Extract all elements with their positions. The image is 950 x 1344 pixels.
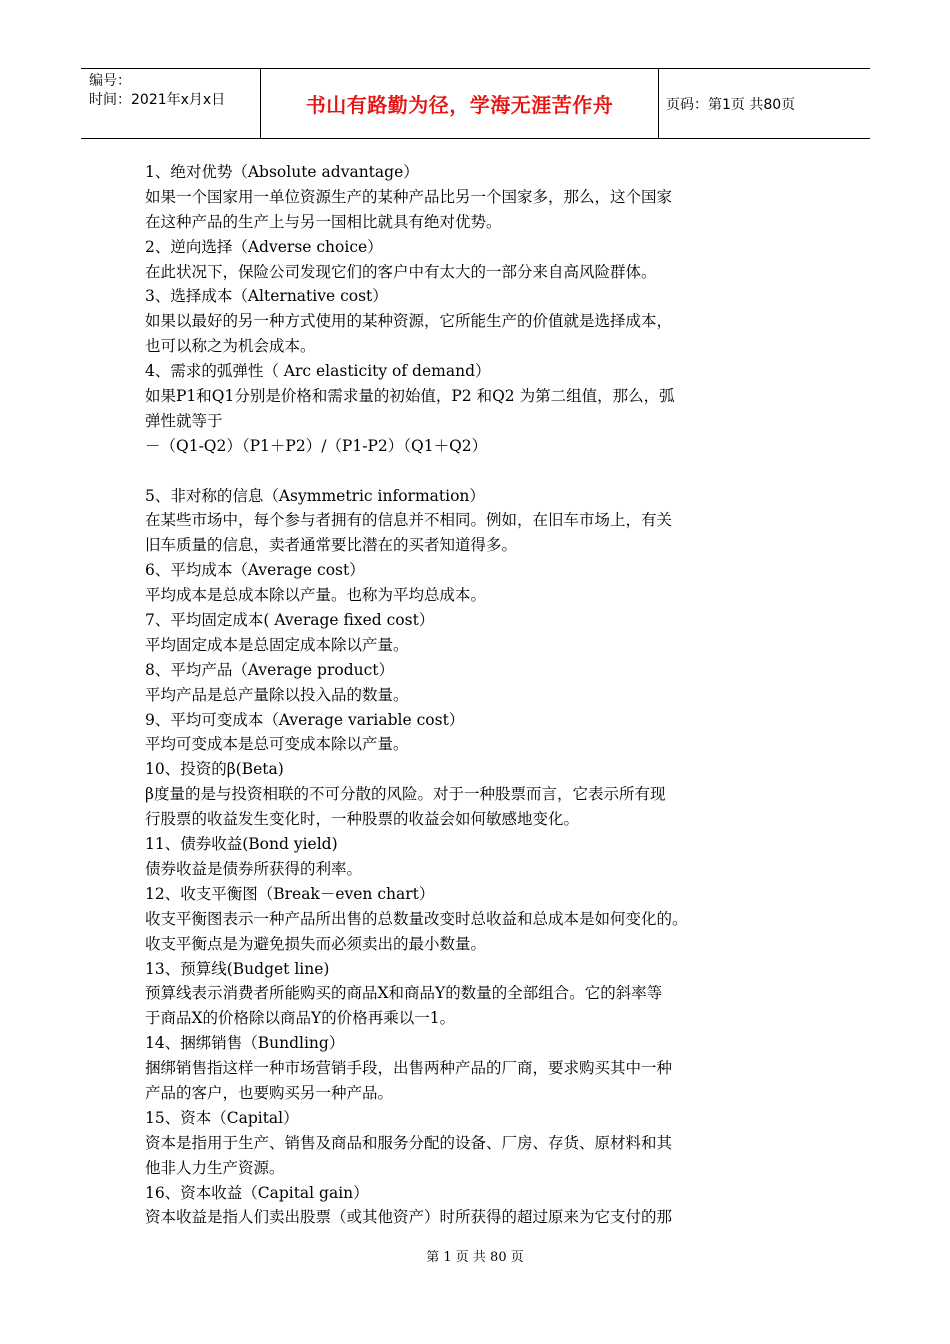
page-footer: 第 1 页 共 80 页 — [426, 1250, 524, 1265]
text-line: 如果P1和Q1分别是价格和需求量的初始值，P2 和Q2 为第二组值，那么，弧 — [145, 387, 675, 406]
text-line: 资本是指用于生产、销售及商品和服务分配的设备、厂房、存货、原材料和其 — [145, 1133, 673, 1152]
text-line: β度量的是与投资相联的不可分散的风险。对于一种股票而言，它表示所有现 — [145, 785, 666, 804]
text-line: 如果以最好的另一种方式使用的某种资源，它所能生产的价值就是选择成本， — [145, 312, 673, 331]
text-line: 资本收益是指人们卖出股票（或其他资产）时所获得的超过原来为它支付的那 — [145, 1208, 673, 1227]
text-line: 11、债券收益(Bond yield) — [145, 835, 338, 854]
text-line: 8、平均产品（Average product） — [145, 660, 395, 679]
text-line: 7、平均固定成本( Average fixed cost） — [145, 611, 435, 630]
header-divider — [658, 69, 659, 138]
number-label: 编号： — [89, 73, 131, 89]
text-line: 2、逆向选择（Adverse choice） — [145, 237, 383, 256]
text-line: 收支平衡图表示一种产品所出售的总数量改变时总收益和总成本是如何变化的。 — [145, 909, 688, 928]
text-line: 债券收益是债券所获得的利率。 — [145, 859, 363, 878]
text-line: 收支平衡点是为避免损失而必须卖出的最小数量。 — [145, 934, 487, 953]
text-line: 4、需求的弧弹性（ Arc elasticity of demand） — [145, 362, 491, 381]
text-line: 捆绑销售指这样一种市场营销手段，出售两种产品的厂商，要求购买其中一种 — [145, 1059, 673, 1078]
document-body — [145, 160, 815, 1230]
text-line: 如果一个国家用一单位资源生产的某种产品比另一个国家多，那么，这个国家 — [145, 187, 673, 206]
text-line: 平均产品是总产量除以投入品的数量。 — [145, 685, 409, 704]
text-line: －（Q1-Q2）（P1＋P2）/（P1-P2）（Q1＋Q2） — [145, 436, 488, 455]
text-line: 行股票的收益发生变化时，一种股票的收益会如何敏感地变化。 — [145, 810, 580, 829]
text-line: 他非人力生产资源。 — [145, 1158, 285, 1177]
text-line: 15、资本（Capital） — [145, 1108, 299, 1127]
header-meta — [89, 72, 259, 110]
header-motto: 书山有路勤为径，学海无涯苦作舟 — [305, 93, 614, 117]
text-line: 在某些市场中，每个参与者拥有的信息并不相同。例如，在旧车市场上，有关 — [145, 511, 673, 530]
text-line: 5、非对称的信息（Asymmetric information） — [145, 486, 485, 505]
text-line: 平均固定成本是总固定成本除以产量。 — [145, 635, 409, 654]
text-line: 预算线表示消费者所能购买的商品X和商品Y的数量的全部组合。它的斜率等 — [145, 984, 663, 1003]
header-page-code: 页码：第1页 共80页 — [666, 97, 796, 113]
text-line: 16、资本收益（Capital gain） — [145, 1183, 369, 1202]
text-line: 产品的客户，也要购买另一种产品。 — [145, 1083, 394, 1102]
blank-line — [145, 459, 815, 484]
text-line: 在此状况下，保险公司发现它们的客户中有太大的一部分来自高风险群体。 — [145, 262, 657, 281]
date-label: 时间：2021年x月x日 — [89, 92, 226, 108]
text-line: 3、选择成本（Alternative cost） — [145, 287, 388, 306]
text-line: 也可以称之为机会成本。 — [145, 337, 316, 356]
text-line: 1、绝对优势（Absolute advantage） — [145, 163, 419, 181]
text-line: 平均成本是总成本除以产量。也称为平均总成本。 — [145, 586, 487, 605]
text-line: 旧车质量的信息，卖者通常要比潜在的买者知道得多。 — [145, 536, 518, 555]
text-line: 平均可变成本是总可变成本除以产量。 — [145, 735, 409, 754]
text-line: 14、捆绑销售（Bundling） — [145, 1034, 345, 1053]
text-line: 于商品X的价格除以商品Y的价格再乘以一1。 — [145, 1009, 456, 1028]
text-line: 9、平均可变成本（Average variable cost） — [145, 710, 465, 729]
document-header — [81, 68, 870, 139]
text-line: 10、投资的β(Beta) — [145, 760, 284, 779]
text-line: 13、预算线(Budget line) — [145, 959, 330, 978]
text-line: 6、平均成本（Average cost） — [145, 561, 365, 580]
text-line: 在这种产品的生产上与另一国相比就具有绝对优势。 — [145, 212, 502, 231]
text-line: 弹性就等于 — [145, 411, 223, 430]
text-line: 12、收支平衡图（Break－even chart） — [145, 884, 435, 903]
